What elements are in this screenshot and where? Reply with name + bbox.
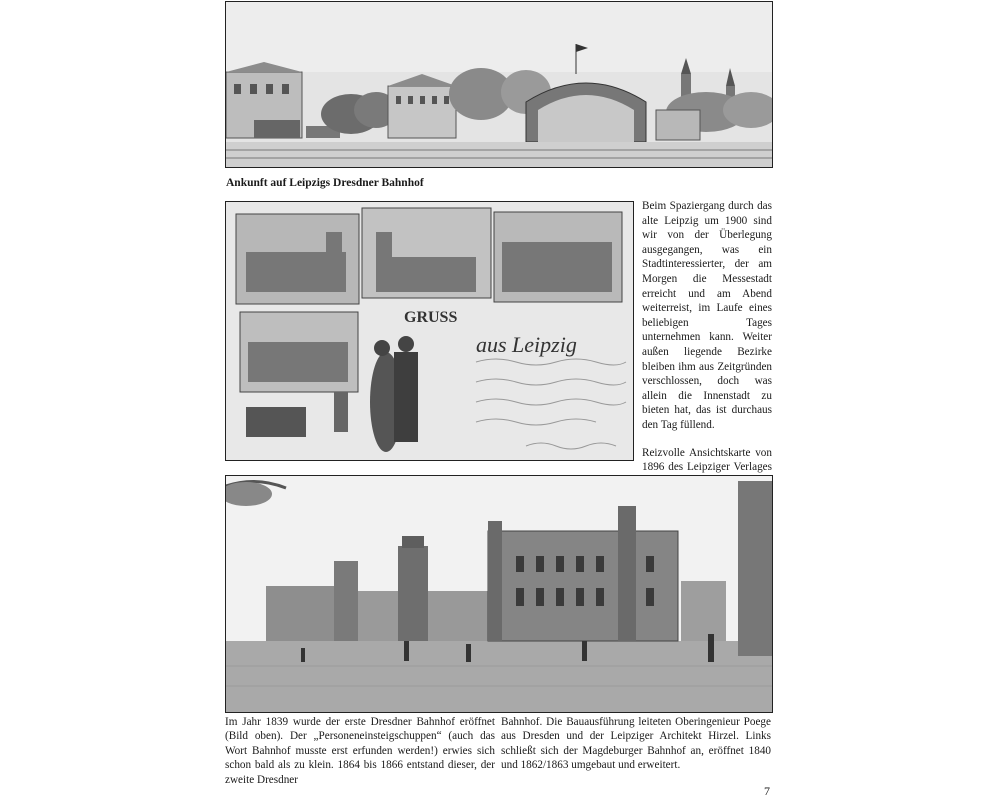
postcard-city: aus Leipzig xyxy=(476,332,577,357)
engraving-first-station xyxy=(225,1,773,168)
postcard-gruss-aus-leipzig xyxy=(225,201,634,461)
bottom-text-right: Bahnhof. Die Bauausführung leiteten Oberingenieur Poege aus Dresden und der Leipziger Architekt Hirzel. Links schließt sich der Magdeburger Bahnhof an, eröffnet 1840 und 1862/1863 umgebaut und erweitert. xyxy=(501,716,771,772)
postcard-greeting: GRUSS xyxy=(404,309,458,326)
section-heading: Ankunft auf Leipzigs Dresdner Bahnhof xyxy=(226,177,424,189)
intro-paragraph: Beim Spaziergang durch das alte Leipzig um 1900 sind wir von der Überlegung ausgegangen, was ein Stadtinteressierter, der am Morgen die Messestadt erreicht und am Abend weiterreist, im Laufe eines beliebigen Tages unternehmen kann. Weiter außen liegende Bezirke bleiben ihm aus Zeitgründen verschlossen, doch was allein die Innenstadt zu bieten hat, das ist durchaus den Tag füllend. xyxy=(642,200,772,431)
page-number: 7 xyxy=(764,784,770,798)
bottom-text-left: Im Jahr 1839 wurde der erste Dresdner Bahnhof eröffnet (Bild oben). Der „Personeneinsteigschuppen“ (auch das Wort Bahnhof musste erst erfunden werden!) erwies sich schon bald als zu klein. 1864 bis 1866 entstand dieser, der zweite Dresdner xyxy=(225,716,495,786)
photo-second-dresdner-bahnhof xyxy=(225,475,773,713)
side-column xyxy=(642,199,772,502)
postcard-caption: Reizvolle Ansichtskarte von 1896 des Leipziger Verlages xyxy=(642,446,772,474)
